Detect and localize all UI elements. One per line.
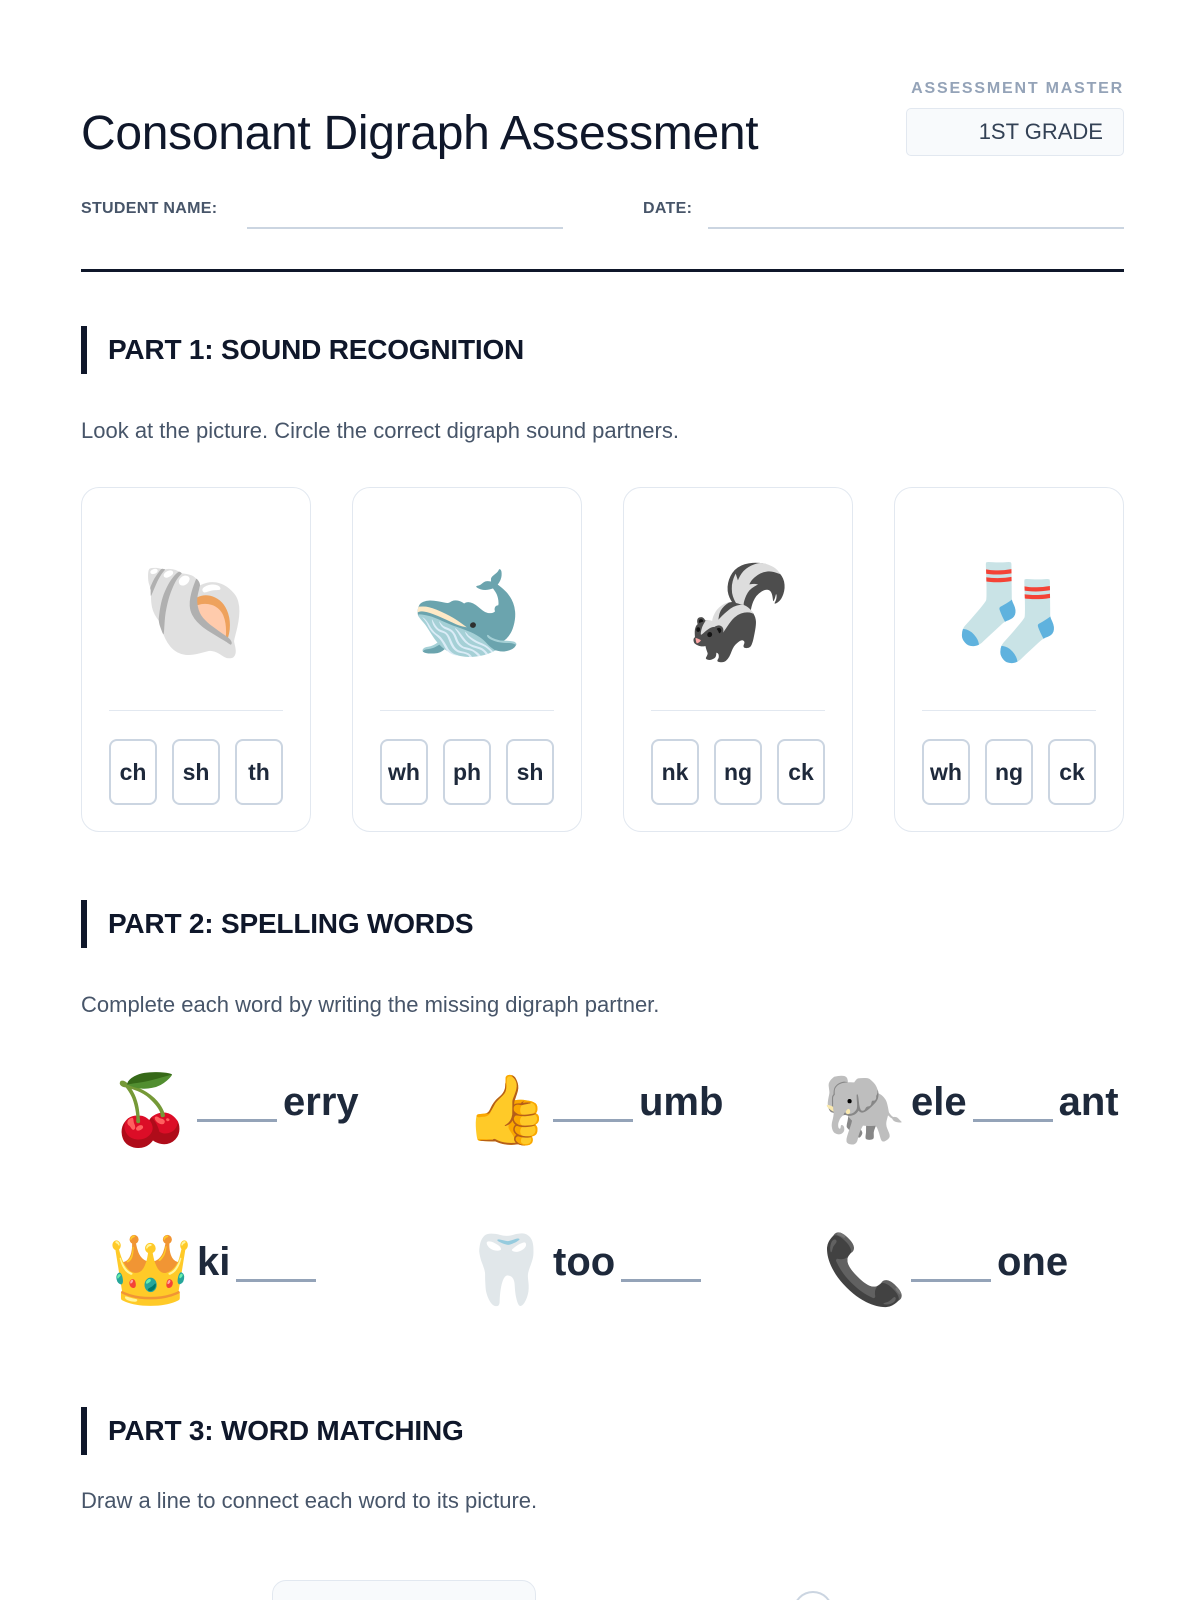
choice-button[interactable]: wh — [922, 739, 970, 805]
sound-card — [81, 487, 311, 832]
part3-heading — [81, 1407, 1124, 1455]
card-divider — [651, 710, 825, 711]
choice-button[interactable]: sh — [506, 739, 554, 805]
student-info-row — [81, 196, 1124, 230]
spelling-item — [464, 1226, 764, 1316]
part2-heading — [81, 900, 1124, 948]
word-ending: one — [997, 1240, 1069, 1284]
choice-group — [922, 739, 1098, 805]
sound-card — [623, 487, 853, 832]
choice-group — [380, 739, 556, 805]
choice-group — [651, 739, 827, 805]
elephant-icon: 🐘 — [822, 1071, 907, 1150]
spelling-item — [108, 1066, 408, 1156]
answer-blank[interactable] — [911, 1226, 991, 1282]
spelling-word — [553, 1066, 723, 1156]
sound-card — [352, 487, 582, 832]
part1-heading — [81, 326, 1124, 374]
card-divider — [922, 710, 1096, 711]
spelling-item — [108, 1226, 408, 1316]
matching-word-card[interactable] — [272, 1580, 536, 1600]
crown-icon: 👑 — [108, 1231, 193, 1310]
assessment-master — [906, 80, 1124, 156]
answer-blank[interactable] — [621, 1226, 701, 1282]
grade-badge: 1ST GRADE — [906, 108, 1124, 156]
clock-icon — [793, 1591, 833, 1600]
choice-button[interactable]: nk — [651, 739, 699, 805]
tooth-icon: 🦷 — [464, 1231, 549, 1310]
sound-card — [894, 487, 1124, 832]
date-label: DATE: — [643, 200, 693, 217]
part1-instructions: Look at the picture. Circle the correct digraph sound partners. — [81, 418, 679, 443]
choice-button[interactable]: sh — [172, 739, 220, 805]
section-bar — [81, 900, 87, 948]
spelling-word — [197, 1226, 322, 1316]
header — [81, 80, 1124, 190]
assessment-master-label: ASSESSMENT MASTER — [911, 80, 1124, 97]
choice-button[interactable]: ck — [777, 739, 825, 805]
spelling-word — [911, 1066, 1119, 1156]
header-divider — [81, 269, 1124, 272]
page-title: Consonant Digraph Assessment — [81, 107, 759, 160]
spelling-word — [911, 1226, 1068, 1316]
card-divider — [380, 710, 554, 711]
word-beginning: ki — [197, 1240, 231, 1284]
thumb-icon: 👍 — [464, 1071, 549, 1150]
shell-icon: 🐚 — [138, 559, 254, 666]
answer-blank[interactable] — [197, 1066, 277, 1122]
sound-cards — [81, 487, 1124, 832]
student-name-field[interactable] — [247, 227, 563, 229]
part2-instructions: Complete each word by writing the missing digraph partner. — [81, 992, 660, 1017]
sock-icon: 🧦 — [951, 559, 1067, 666]
word-beginning: ele — [911, 1080, 967, 1124]
cherry-icon: 🍒 — [108, 1071, 193, 1150]
word-ending: erry — [283, 1080, 359, 1124]
section-bar — [81, 1407, 87, 1455]
choice-button[interactable]: ch — [109, 739, 157, 805]
choice-button[interactable]: ng — [985, 739, 1033, 805]
skunk-icon: 🦨 — [680, 559, 796, 666]
word-ending: umb — [639, 1080, 724, 1124]
part1-title: PART 1: SOUND RECOGNITION — [108, 334, 525, 365]
part3-instructions: Draw a line to connect each word to its picture. — [81, 1488, 538, 1513]
choice-button[interactable]: ng — [714, 739, 762, 805]
spelling-word — [553, 1226, 707, 1316]
choice-button[interactable]: ph — [443, 739, 491, 805]
part2-title: PART 2: SPELLING WORDS — [108, 908, 474, 939]
choice-button[interactable]: th — [235, 739, 283, 805]
whale-icon: 🐋 — [409, 559, 525, 666]
spelling-item — [822, 1066, 1124, 1156]
card-divider — [109, 710, 283, 711]
answer-blank[interactable] — [236, 1226, 316, 1282]
date-field[interactable] — [708, 227, 1124, 229]
spelling-item — [822, 1226, 1122, 1316]
spelling-word — [197, 1066, 359, 1156]
word-beginning: too — [553, 1240, 616, 1284]
answer-blank[interactable] — [973, 1066, 1053, 1122]
word-ending: ant — [1058, 1080, 1119, 1124]
choice-button[interactable]: ck — [1048, 739, 1096, 805]
spelling-item — [464, 1066, 764, 1156]
phone-icon: 📞 — [822, 1231, 907, 1310]
choice-group — [109, 739, 285, 805]
part3-title: PART 3: WORD MATCHING — [108, 1415, 464, 1446]
choice-button[interactable]: wh — [380, 739, 428, 805]
section-bar — [81, 326, 87, 374]
answer-blank[interactable] — [553, 1066, 633, 1122]
student-name-label: STUDENT NAME: — [81, 200, 218, 217]
